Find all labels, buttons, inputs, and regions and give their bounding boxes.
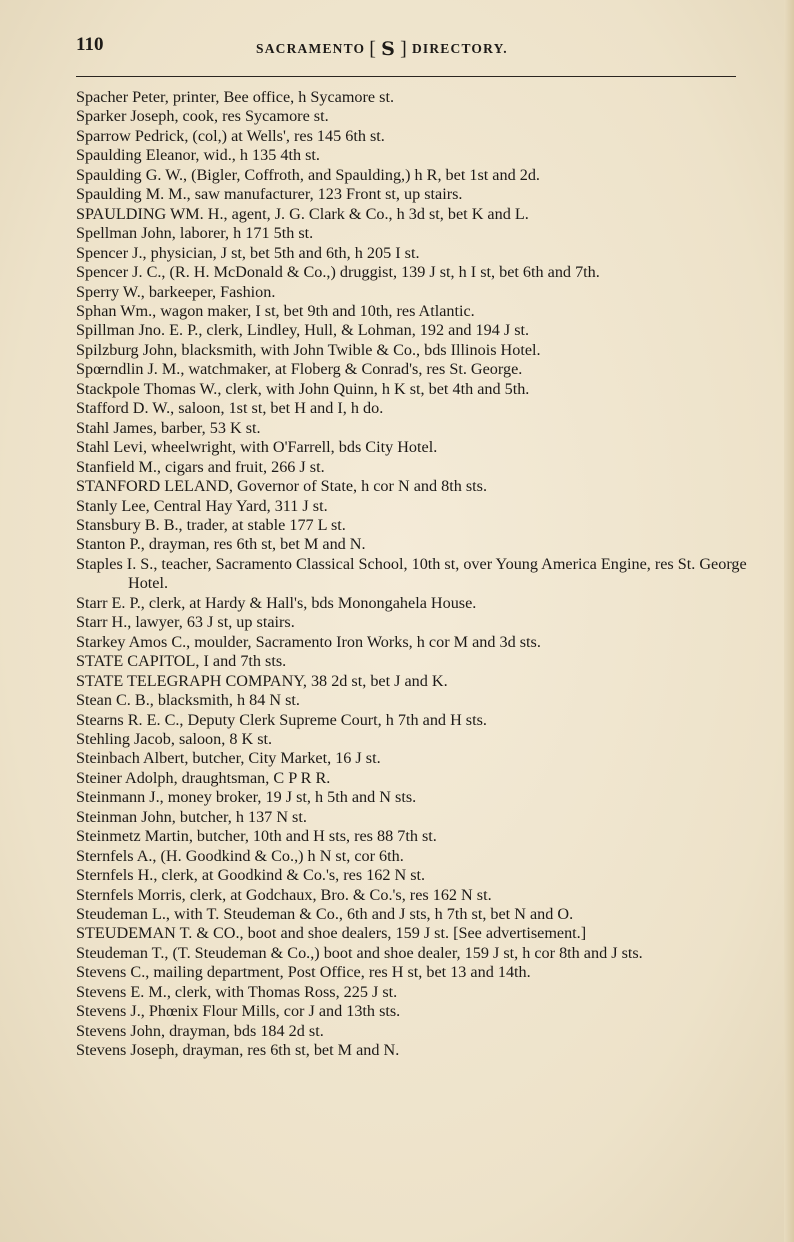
directory-entry: Stanfield M., cigars and fruit, 266 J st. xyxy=(76,457,325,476)
directory-entry: Spilzburg John, blacksmith, with John Twible & Co., bds Illinois Hotel. xyxy=(76,340,541,359)
directory-entry: Stean C. B., blacksmith, h 84 N st. xyxy=(76,691,300,710)
directory-entry: STATE CAPITOL, I and 7th sts. xyxy=(76,652,287,671)
directory-entry: Sphan Wm., wagon maker, I st, bet 9th and 10th, res Atlantic. xyxy=(76,301,475,320)
header-rule xyxy=(76,76,736,77)
directory-entry: Starr E. P., clerk, at Hardy & Hall's, bds Monongahela House. xyxy=(76,593,477,612)
directory-entry: Steinmann J., money broker, 19 J st, h 5th and N sts. xyxy=(76,788,417,807)
running-head-letter: S xyxy=(381,38,397,60)
running-head-bracket-close: ] xyxy=(400,38,408,60)
page-header xyxy=(76,30,756,64)
directory-entry: Stevens J., Phœnix Flour Mills, cor J and 13th sts. xyxy=(76,1002,401,1021)
running-head-bracket-open: [ xyxy=(369,38,378,60)
directory-entry: Stearns R. E. C., Deputy Clerk Supreme Court, h 7th and H sts. xyxy=(76,710,487,729)
directory-entry: Spaulding M. M., saw manufacturer, 123 Front st, up stairs. xyxy=(76,185,463,204)
directory-entry: Stafford D. W., saloon, 1st st, bet H and I, h do. xyxy=(76,399,384,418)
directory-entry: Stehling Jacob, saloon, 8 K st. xyxy=(76,729,273,748)
directory-entry: Stevens Joseph, drayman, res 6th st, bet M and N. xyxy=(76,1041,400,1060)
directory-entry: Spencer J., physician, J st, bet 5th and 6th, h 205 I st. xyxy=(76,243,420,262)
directory-entry: Stevens John, drayman, bds 184 2d st. xyxy=(76,1021,324,1040)
directory-entry: Steinmetz Martin, butcher, 10th and H sts, res 88 7th st. xyxy=(76,827,437,846)
directory-entry: Spaulding G. W., (Bigler, Coffroth, and Spaulding,) h R, bet 1st and 2d. xyxy=(76,165,540,184)
directory-entry: Steinbach Albert, butcher, City Market, 16 J st. xyxy=(76,749,381,768)
directory-entry: Spaulding Eleanor, wid., h 135 4th st. xyxy=(76,146,320,165)
directory-entry: Spacher Peter, printer, Bee office, h Sycamore st. xyxy=(76,88,394,106)
directory-entry: Stanly Lee, Central Hay Yard, 311 J st. xyxy=(76,496,328,515)
directory-entry: Spencer J. C., (R. H. McDonald & Co.,) druggist, 139 J st, h I st, bet 6th and 7th. xyxy=(76,263,600,282)
directory-entry: STANFORD LELAND, Governor of State, h cor N and 8th sts. xyxy=(76,477,487,496)
directory-entry: Sternfels Morris, clerk, at Godchaux, Bro. & Co.'s, res 162 N st. xyxy=(76,885,492,904)
page-number: 110 xyxy=(76,34,104,55)
directory-entry: Spœrndlin J. M., watchmaker, at Floberg & Conrad's, res St. George. xyxy=(76,360,523,379)
directory-entry: Stackpole Thomas W., clerk, with John Quinn, h K st, bet 4th and 5th. xyxy=(76,379,530,398)
directory-entry: Stahl Levi, wheelwright, with O'Farrell, bds City Hotel. xyxy=(76,438,438,457)
directory-entry: STEUDEMAN T. & CO., boot and shoe dealers, 159 J st. [See advertisement.] xyxy=(76,924,587,943)
directory-entry: Steudeman T., (T. Steudeman & Co.,) boot and shoe dealer, 159 J st, h cor 8th and J sts. xyxy=(76,943,643,962)
directory-entry: Starkey Amos C., moulder, Sacramento Iron Works, h cor M and 3d sts. xyxy=(76,632,541,651)
directory-entry: Sperry W., barkeeper, Fashion. xyxy=(76,282,276,301)
running-head-right: DIRECTORY. xyxy=(411,41,508,56)
directory-entry: Sternfels A., (H. Goodkind & Co.,) h N st, cor 6th. xyxy=(76,846,404,865)
directory-entry: Sternfels H., clerk, at Goodkind & Co.'s, res 162 N st. xyxy=(76,866,426,885)
directory-entry: Sparrow Pedrick, (col,) at Wells', res 145 6th st. xyxy=(76,126,385,145)
directory-entry: Spellman John, laborer, h 171 5th st. xyxy=(76,224,314,243)
directory-entry: Stevens E. M., clerk, with Thomas Ross, 225 J st. xyxy=(76,982,398,1001)
directory-entry: Starr H., lawyer, 63 J st, up stairs. xyxy=(76,613,295,632)
directory-entries xyxy=(76,88,756,1061)
directory-entry: Stanton P., drayman, res 6th st, bet M and N. xyxy=(76,535,366,554)
directory-entry: Steinman John, butcher, h 137 N st. xyxy=(76,807,307,826)
running-head-left: SACRAMENTO xyxy=(256,41,366,56)
directory-entry: Stahl James, barber, 53 K st. xyxy=(76,418,261,437)
directory-entry: STATE TELEGRAPH COMPANY, 38 2d st, bet J and K. xyxy=(76,671,448,690)
directory-entry: SPAULDING WM. H., agent, J. G. Clark & Co., h 3d st, bet K and L. xyxy=(76,204,529,223)
directory-entry: Spillman Jno. E. P., clerk, Lindley, Hull, & Lohman, 192 and 194 J st. xyxy=(76,321,530,340)
directory-entry: Steiner Adolph, draughtsman, C P R R. xyxy=(76,768,331,787)
directory-entry: Sparker Joseph, cook, res Sycamore st. xyxy=(76,107,329,126)
running-head xyxy=(256,38,508,61)
page-edge xyxy=(784,0,794,1242)
directory-entry: Stansbury B. B., trader, at stable 177 L st. xyxy=(76,515,346,534)
directory-entry: Staples I. S., teacher, Sacramento Classical School, 10th st, over Young America Engine, res St. George Hotel. xyxy=(76,554,747,593)
directory-entry: Steudeman L., with T. Steudeman & Co., 6th and J sts, h 7th st, bet N and O. xyxy=(76,905,574,924)
directory-entry: Stevens C., mailing department, Post Office, res H st, bet 13 and 14th. xyxy=(76,963,531,982)
